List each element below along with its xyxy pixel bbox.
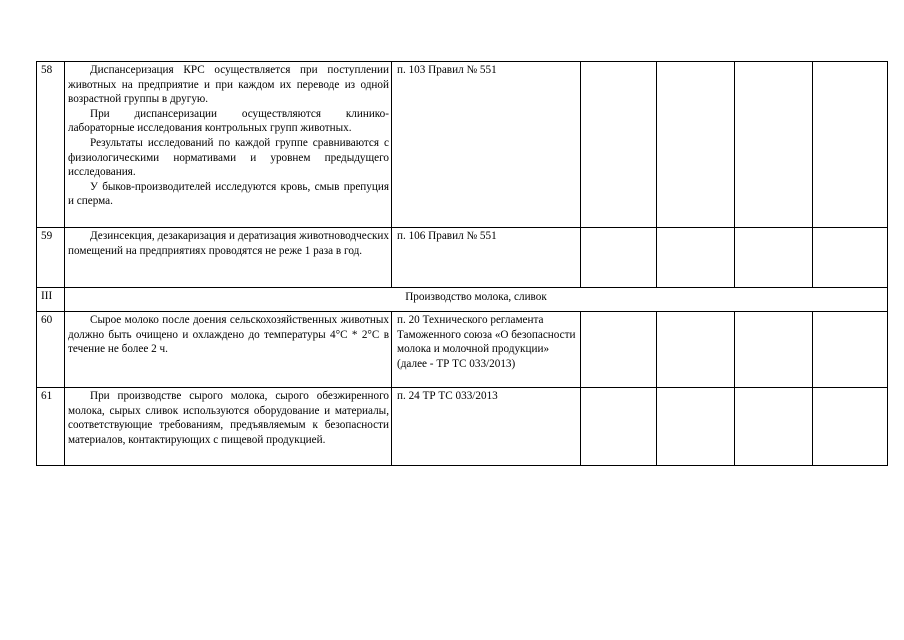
answer-yes-cell [581,62,657,228]
requirement-paragraph: У быков-производителей исследуются кровь, смыв препуция и сперма. [68,180,389,208]
answer-yes-cell [581,228,657,288]
requirement-paragraph: Результаты исследований по каждой группе сравниваются с физиологическими нормативами и уровнем предыдущего исследования. [68,136,389,179]
row-number: 58 [37,62,65,228]
requirement-text [65,228,392,288]
legal-reference: п. 106 Правил № 551 [392,228,581,288]
row-number: 60 [37,312,65,388]
note-cell [813,388,888,466]
requirement-text [65,62,392,228]
requirement-paragraph: Дезинсекция, дезакаризация и дератизация животноводческих помещений на предприятиях проводятся не реже 1 раза в год. [68,230,389,257]
requirement-paragraph: Сырое молоко после доения сельскохозяйственных животных должно быть очищено и охлаждено до температуры 4°С * 2°С в течение не более 2 ч. [68,314,389,356]
section-title: Производство молока, сливок [65,288,888,312]
answer-yes-cell [581,312,657,388]
answer-no-cell [657,312,735,388]
section-row [37,288,888,312]
legal-reference: п. 24 ТР ТС 033/2013 [392,388,581,466]
checklist-table [36,61,888,466]
row-number: 59 [37,228,65,288]
answer-no-cell [657,228,735,288]
table-row [37,62,888,228]
requirement-paragraph: Диспансеризация КРС осуществляется при поступлении животных на предприятие и при каждом их переводе из одной возрастной группы в другую. [68,64,389,106]
legal-reference: п. 103 Правил № 551 [392,62,581,228]
answer-na-cell [735,228,813,288]
answer-yes-cell [581,388,657,466]
note-cell [813,312,888,388]
answer-no-cell [657,388,735,466]
answer-na-cell [735,312,813,388]
requirement-text [65,312,392,388]
requirement-text [65,388,392,466]
note-cell [813,62,888,228]
answer-na-cell [735,62,813,228]
requirement-paragraph: При диспансеризации осуществляются клинико-лабораторные исследования контрольных групп животных. [68,107,389,135]
requirement-paragraph: При производстве сырого молока, сырого обезжиренного молока, сырых сливок используются оборудование и материалы, соответствующие требованиям, предъявляемым к безопасности материалов, контактирующих с пищевой продукцией. [68,390,389,446]
answer-na-cell [735,388,813,466]
table-row [37,388,888,466]
legal-reference: п. 20 Технического регламента Таможенного союза «О безопасности молока и молочной продукции» (далее - ТР ТС 033/2013) [392,312,581,388]
section-number: III [37,288,65,312]
note-cell [813,228,888,288]
table-row [37,228,888,288]
row-number: 61 [37,388,65,466]
table-row [37,312,888,388]
answer-no-cell [657,62,735,228]
